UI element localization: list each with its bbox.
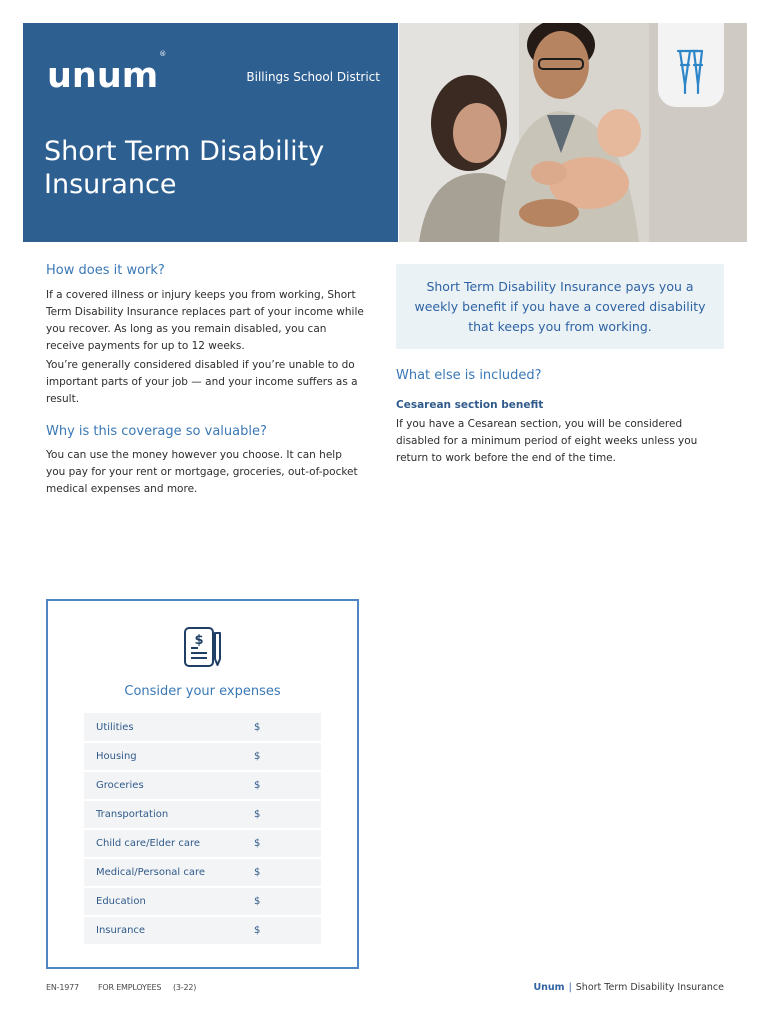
why-valuable-paragraph: You can use the money however you choose. It can help you pay for your rent or mortgage, groceries, out-of-pocket medical expenses and more. [46,449,358,495]
dollar-glyph: $ [194,633,204,648]
how-it-works-paragraph-1: If a covered illness or injury keeps you from working, Short Term Disability Insurance replaces part of your income while you recover. As long as you remain disabled, you can receive payments for up to 12 weeks. [46,289,364,352]
expense-amount-field[interactable]: $ [254,721,261,733]
expense-row-utilities[interactable] [84,712,321,741]
page-title: Short Term Disability Insurance [44,136,325,200]
footer-separator: | [568,982,572,993]
expenses-list [84,712,321,944]
how-it-works-heading: How does it work? [46,263,165,278]
revision-date: (3-22) [173,983,197,992]
audience-label: FOR EMPLOYEES [98,983,162,992]
bill-document-icon [182,625,224,671]
cesarean-paragraph: If you have a Cesarean section, you will be considered disabled for a minimum period of eight weeks unless you return to work before the end of the time. [396,418,698,464]
benefit-callout: Short Term Disability Insurance pays you a weekly benefit if you have a covered disability that keeps you from working. [396,264,724,349]
expense-row-insurance[interactable] [84,915,321,944]
expense-label: Child care/Elder care [96,838,200,849]
expense-label: Insurance [96,925,146,936]
expenses-title: Consider your expenses [124,684,281,699]
unum-logo [47,50,167,96]
expense-row-groceries[interactable] [84,770,321,799]
logo-registered-mark: ® [159,50,167,59]
expense-amount-field[interactable]: $ [254,838,261,849]
how-it-works-paragraph-2: You’re generally considered disabled if you’re unable to do important parts of your job — and your income suffers as a result. [46,359,358,405]
expense-label: Groceries [96,780,144,791]
expense-amount-field[interactable]: $ [254,780,261,791]
expense-row-transportation[interactable] [84,799,321,828]
crutches-icon [658,23,724,107]
footer-product-line [533,982,724,993]
expense-label: Utilities [96,721,134,733]
why-valuable-heading: Why is this coverage so valuable? [46,424,267,439]
cesarean-subheading: Cesarean section benefit [396,399,544,411]
expense-label: Housing [96,751,137,762]
expense-row-child-elder-care[interactable] [84,828,321,857]
expense-amount-field[interactable]: $ [254,751,261,762]
expenses-worksheet [46,599,359,969]
what-else-heading: What else is included? [396,368,542,383]
form-code: EN-1977 [46,983,79,992]
header-panel [23,23,398,242]
expense-amount-field[interactable]: $ [254,867,261,878]
expense-label: Medical/Personal care [96,867,206,878]
expense-row-medical-personal-care[interactable] [84,857,321,886]
footer-brand: Unum [533,982,565,993]
district-name: Billings School District [246,70,380,84]
expense-amount-field[interactable]: $ [254,925,261,936]
logo-text: unum [47,56,159,96]
expense-row-housing[interactable] [84,741,321,770]
expense-amount-field[interactable]: $ [254,809,261,820]
expense-row-education[interactable] [84,886,321,915]
footer-product: Short Term Disability Insurance [575,982,724,993]
expense-amount-field[interactable]: $ [254,896,261,907]
crutches-badge [658,23,724,107]
expense-label: Transportation [96,809,169,820]
expense-label: Education [96,896,146,907]
